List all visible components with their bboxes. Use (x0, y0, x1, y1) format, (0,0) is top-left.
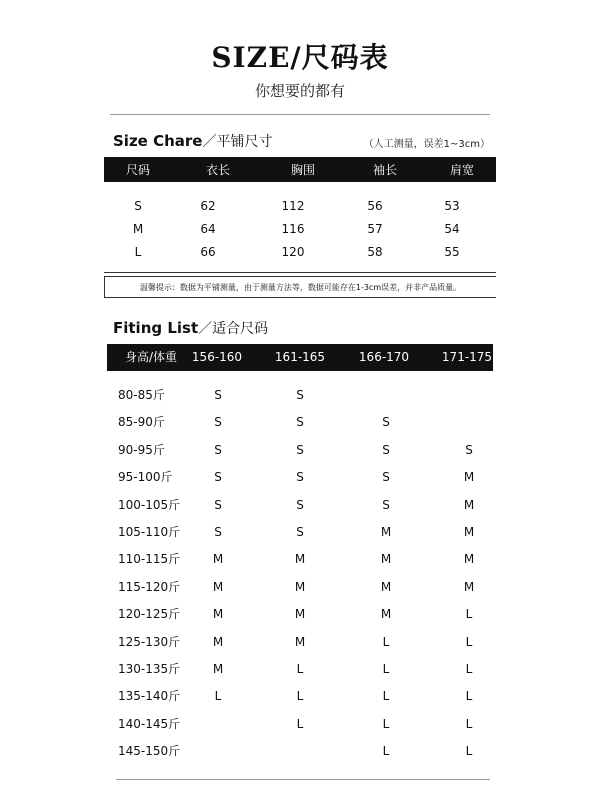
fit-cell: L (465, 662, 473, 676)
fitting-title-cn: ／适合尺码 (198, 321, 269, 337)
size-cell-size: L (134, 245, 142, 259)
fit-row-label: 95-100斤 (118, 470, 173, 484)
fit-cell: L (214, 689, 222, 703)
fit-cell: M (463, 470, 475, 484)
fit-cell: L (296, 689, 304, 703)
divider (116, 779, 490, 780)
fit-cell: M (212, 552, 224, 566)
fit-cell: S (296, 525, 304, 539)
fit-cell: S (214, 470, 222, 484)
fit-cell: S (296, 415, 304, 429)
size-cell-chest: 116 (281, 222, 305, 236)
col-height-weight: 身高/体重 (124, 350, 178, 364)
fit-cell: M (294, 580, 306, 594)
fit-cell: S (382, 443, 390, 457)
fit-row-label: 130-135斤 (118, 662, 181, 676)
fit-row-label: 85-90斤 (118, 415, 165, 429)
fit-row-label: 100-105斤 (118, 498, 181, 512)
fit-cell: L (296, 717, 304, 731)
size-cell-shoulder: 53 (444, 199, 460, 213)
fit-cell: M (463, 525, 475, 539)
fit-cell: S (214, 388, 222, 402)
fit-cell: S (296, 443, 304, 457)
size-cell-sleeve: 58 (367, 245, 383, 259)
fit-row-label: 105-110斤 (118, 525, 181, 539)
page-subtitle: 你想要的都有 (254, 82, 345, 100)
fit-cell: S (465, 443, 473, 457)
fit-cell: L (296, 662, 304, 676)
col-size: 尺码 (125, 163, 150, 177)
size-cell-length: 66 (200, 245, 216, 259)
fit-cell: M (294, 607, 306, 621)
fit-row-label: 140-145斤 (118, 717, 181, 731)
fit-cell: S (296, 498, 304, 512)
fit-cell: L (465, 744, 473, 758)
divider (110, 114, 490, 115)
fit-cell: M (212, 635, 224, 649)
size-cell-shoulder: 55 (444, 245, 460, 259)
size-cell-chest: 120 (281, 245, 305, 259)
size-cell-size: S (134, 199, 142, 213)
notice-box: 温馨提示：数据为平铺测量，由于测量方法等，数据可能存在1-3cm误差，并非产品质量。 (104, 276, 496, 298)
col-length: 衣长 (205, 163, 230, 177)
col-171-175: 171-175 (441, 350, 493, 364)
fit-row-label: 125-130斤 (118, 635, 181, 649)
fitting-header (107, 344, 493, 371)
fit-cell: M (380, 552, 392, 566)
fit-cell: M (212, 662, 224, 676)
col-156-160: 156-160 (191, 350, 243, 364)
fit-cell: S (296, 388, 304, 402)
fit-cell: M (380, 525, 392, 539)
fit-cell: S (382, 470, 390, 484)
fit-cell: M (380, 607, 392, 621)
fit-cell: S (214, 498, 222, 512)
col-shoulder: 肩宽 (449, 163, 474, 177)
fit-cell: S (214, 525, 222, 539)
fit-cell: L (382, 635, 390, 649)
size-cell-length: 62 (200, 199, 216, 213)
size-cell-sleeve: 57 (367, 222, 383, 236)
fit-cell: L (465, 717, 473, 731)
size-chart-header (104, 157, 496, 182)
fit-cell: S (214, 443, 222, 457)
page-title: SIZE/尺码表 (211, 41, 389, 74)
fitting-title-en: Fiting List (113, 319, 199, 337)
fit-cell: S (214, 415, 222, 429)
fit-cell: L (382, 717, 390, 731)
size-cell-shoulder: 54 (444, 222, 460, 236)
fit-cell: L (382, 744, 390, 758)
fit-cell: M (380, 580, 392, 594)
fit-row-label: 80-85斤 (118, 388, 165, 402)
col-sleeve: 袖长 (372, 163, 397, 177)
fit-row-label: 135-140斤 (118, 689, 181, 703)
fit-cell: M (463, 498, 475, 512)
size-cell-chest: 112 (281, 199, 305, 213)
fit-cell: L (465, 607, 473, 621)
fit-cell: S (382, 498, 390, 512)
fit-row-label: 120-125斤 (118, 607, 181, 621)
fit-row-label: 110-115斤 (118, 552, 181, 566)
fit-cell: M (212, 607, 224, 621)
col-166-170: 166-170 (358, 350, 410, 364)
fit-row-label: 115-120斤 (118, 580, 181, 594)
size-cell-length: 64 (200, 222, 216, 236)
fit-cell: S (382, 415, 390, 429)
fit-cell: M (463, 580, 475, 594)
fit-row-label: 90-95斤 (118, 443, 165, 457)
col-chest: 胸围 (290, 163, 315, 177)
fit-row-label: 145-150斤 (118, 744, 181, 758)
size-cell-size: M (132, 222, 144, 236)
size-chart-title (113, 131, 272, 151)
fit-cell: S (296, 470, 304, 484)
col-161-165: 161-165 (274, 350, 326, 364)
fit-cell: L (382, 662, 390, 676)
fit-cell: M (463, 552, 475, 566)
size-cell-sleeve: 56 (367, 199, 383, 213)
fit-cell: M (294, 552, 306, 566)
fit-cell: M (294, 635, 306, 649)
measure-note: （人工测量，误差1~3cm） (363, 139, 490, 150)
fit-cell: M (212, 580, 224, 594)
fitting-title (113, 318, 268, 338)
fit-cell: L (465, 689, 473, 703)
size-chart-title-en: Size Chare (113, 132, 203, 150)
fit-cell: L (465, 635, 473, 649)
divider (104, 272, 496, 273)
fit-cell: L (382, 689, 390, 703)
size-chart-title-cn: ／平铺尺寸 (202, 134, 273, 150)
